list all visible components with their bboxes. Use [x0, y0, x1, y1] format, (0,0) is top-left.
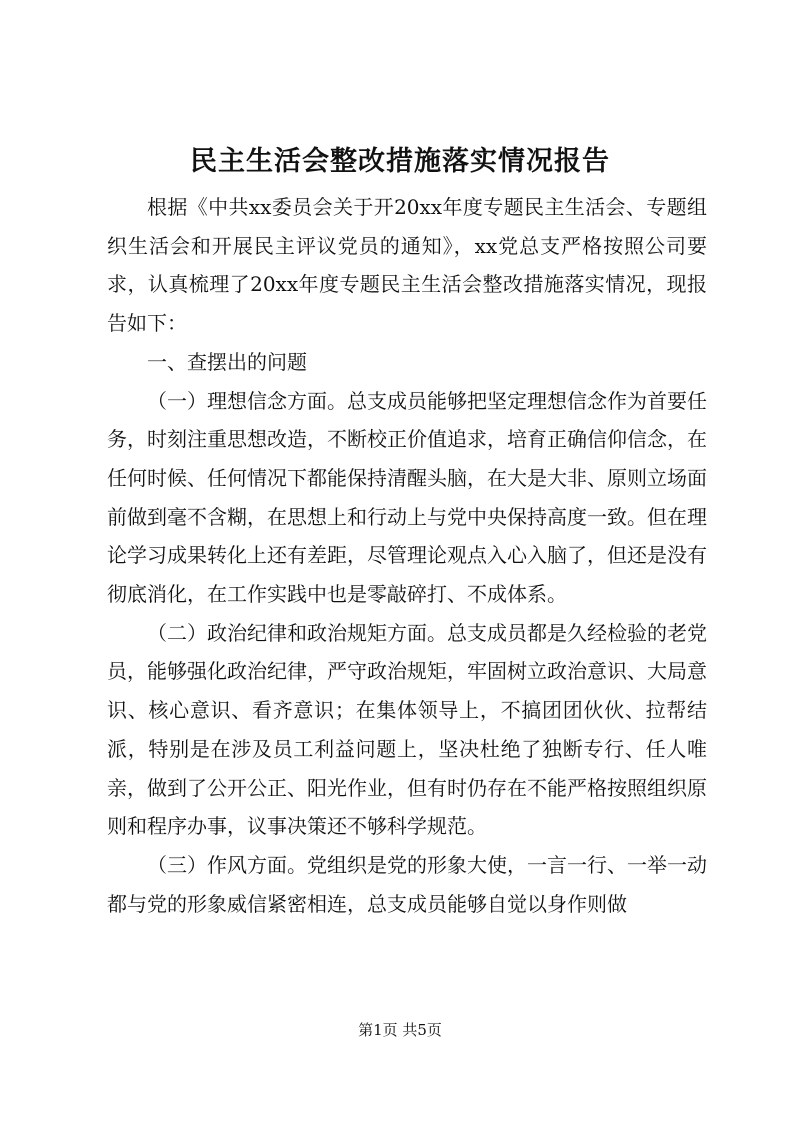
page-number-footer: 第1页 共5页 [358, 1021, 442, 1039]
paragraph-style: （三）作风方面。党组织是党的形象大使，一言一行、一举一动都与党的形象威信紧密相连，总支成员能够自觉以身作则做 [107, 852, 707, 916]
section-heading: 一、查摆出的问题 [147, 349, 307, 374]
intro-paragraph: 根据《中共xx委员会关于开20xx年度专题民主生活会、专题组织生活会和开展民主评议党员的通知》，xx党总支严格按照公司要求，认真梳理了20xx年度专题民主生活会整改措施落实情况，现报告如下： [107, 195, 707, 336]
paragraph-ideals: （一）理想信念方面。总支成员能够把坚定理想信念作为首要任务，时刻注重思想改造，不断校正价值追求，培育正确信仰信念，在任何时候、任何情况下都能保持清醒头脑，在大是大非、原则立场面前做到毫不含糊，在思想上和行动上与党中央保持高度一致。但在理论学习成果转化上还有差距，尽管理论观点入心入脑了，但还是没有彻底消化，在工作实践中也是零敲碎打、不成体系。 [107, 388, 707, 607]
paragraph-discipline: （二）政治纪律和政治规矩方面。总支成员都是久经检验的老党员，能够强化政治纪律，严守政治规矩，牢固树立政治意识、大局意识、核心意识、看齐意识；在集体领导上，不搞团团伙伙、拉帮结派，特别是在涉及员工利益问题上，坚决杜绝了独断专行、任人唯亲，做到了公开公正、阳光作业，但有时仍存在不能严格按照组织原则和程序办事，议事决策还不够科学规范。 [107, 620, 707, 839]
document-body [107, 188, 707, 923]
document-title: 民主生活会整改措施落实情况报告 [190, 146, 610, 177]
